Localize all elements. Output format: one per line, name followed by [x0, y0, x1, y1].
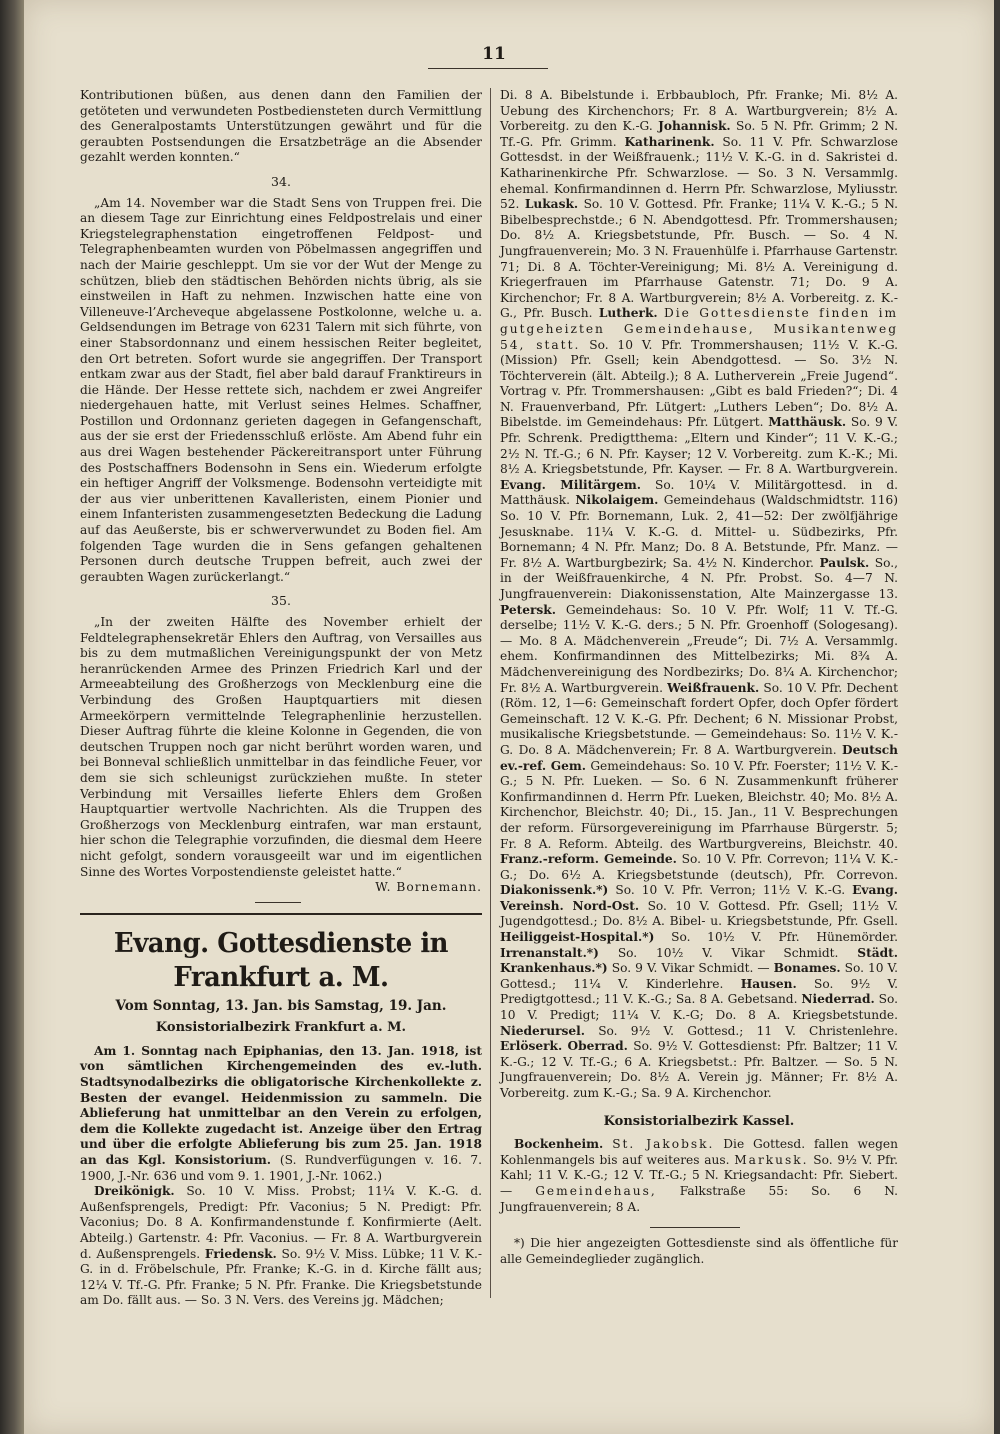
- right-column: [500, 88, 898, 1267]
- notice-reference: (S. Rundverfügungen v. 16. 7. 1900, J.-Nr. 636 und vom 9. 1. 1901, J.-Nr. 1062.): [80, 1153, 483, 1183]
- page-number: 11: [482, 44, 506, 64]
- section-divider-rule: [80, 913, 482, 915]
- listing-continuation: Di. 8 A. Bibelstunde i. Erbbaubloch, Pfr. Franke; Mi. 8½ A. Uebung des Kirchenchors; Fr. 8 A. Wartburgverein; 8½ A. Vorbereitg. zu den K.-G. Johannisk. So. 5 N. Pfr. Grimm; 2 N. Tf.-G. Pfr. Grimm. Katharinenk. So. 11 V. Pfr. Schwarzlose Gottesdst. in der Weißfrauenk.; 11½ V. K.-G. in d. Sakristei d. Katharinenkirche Pfr. Schwarzlose. — So. 3 N. Versammlg. ehemal. Konfirmandinnen d. Herrn Pfr. Schwarzlose, Myliusstr. 52. Lukask. So. 10 V. Gottesd. Pfr. Franke; 11¼ V. K.-G.; 5 N. Bibelbesprechstde.; 6 N. Abendgottesd. Pfr. Trommershausen; Do. 8½ A. Kriegsbetstunde, Pfr. Busch. — So. 4 N. Jungfrauenverein; Mo. 3 N. Frauenhülfe i. Pfarrhause Gartenstr. 71; Di. 8 A. Töchter-Vereinigung; Mi. 8½ A. Vereinigung d. Kriegerfrauen im Pfarrhause Gatenstr. 71; Do. 9 A. Kirchenchor; Fr. 8 A. Wartburgverein; 8½ A. Vorbereitg. z. K.-G., Pfr. Busch. Lutherk. Die Gottesdienste finden im gutgeheizten Gemeindehause, Musikantenweg 54, statt. So. 10 V. Pfr. Trommershausen; 11½ V. K.-G. (Mission) Pfr. Gsell; kein Abendgottesd. — So. 3½ N. Töchterverein (ält. Abteilg.); 8 A. Lutherverein „Freie Jugend“. Vortrag v. Pfr. Trommershausen: „Gibt es bald Frieden?“; Di. 4 N. Frauenverband, Pfr. Lütgert: „Luthers Leben“; Do. 8½ A. Bibelstde. im Gemeindehaus: Pfr. Lütgert. Matthäusk. So. 9 V. Pfr. Schrenk. Predigtthema: „Eltern und Kinder“; 11 V. K.-G.; 2½ N. Tf.-G.; 6 N. Pfr. Kayser; 12 V. Vorbereitg. zum K.-K.; Mi. 8½ A. Kriegsbetstunde, Pfr. Kayser. — Fr. 8 A. Wartburgverein. Evang. Militärgem. So. 10¼ V. Militärgottesd. in d. Matthäusk. Nikolaigem. Gemeindehaus (Waldschmidtstr. 116) So. 10 V. Pfr. Bornemann, Luk. 2, 41—52: Der zwölfjährige Jesusknabe. 11¼ V. K.-G. d. Mittel- u. Südbezirks, Pfr. Bornemann; 4 N. Pfr. Manz; Do. 8 A. Betstunde, Pfr. Manz. — Fr. 8½ A. Wartburgbezirk; Sa. 4½ N. Kinderchor. Paulsk. So., in der Weißfrauenkirche, 4 N. Pfr. Probst. So. 4—7 N. Jungfrauenverein: Diakonissenstation, Alte Mainzergasse 13. Petersk. Gemeindehaus: So. 10 V. Pfr. Wolf; 11 V. Tf.-G. derselbe; 11½ V. K.-G. ders.; 5 N. Pfr. Groenhoff (Sologesang). — Mo. 8 A. Mädchenverein „Freude“; Di. 7½ A. Versammlg. ehem. Konfirmandinnen des Mittelbezirks; Mi. 8¾ A. Mädchenvereinigung des Nordbezirks; Do. 8¼ A. Kirchenchor; Fr. 8½ A. Wartburgverein. Weißfrauenk. So. 10 V. Pfr. Dechent (Röm. 12, 1—6: Gemeinschaft fordert Opfer, doch Opfer fördert Gemeinschaft. 12 V. K.-G. Pfr. Dechent; 6 N. Missionar Probst, musikalische Kriegsbetstunde. — Gemeindehaus: So. 11½ V. K.-G. Do. 8 A. Mädchenverein; Fr. 8 A. Wartburgverein. Deutsch ev.-ref. Gem. Gemeindehaus: So. 10 V. Pfr. Foerster; 11½ V. K.-G.; 5 N. Pfr. Lueken. — So. 6 N. Zusammenkunft früherer Konfirmandinnen d. Herrn Pfr. Lueken, Bleichstr. 40; Mo. 8½ A. Kirchenchor, Bleichstr. 40; Di., 15. Jan., 11 V. Besprechungen der reform. Fürsorgevereinigung im Pfarrhause Bürgerstr. 5; Fr. 8 A. Reform. Abteilg. des Wartburgvereins, Bleichstr. 40. Franz.-reform. Gemeinde. So. 10 V. Pfr. Correvon; 11¼ V. K.-G.; Do. 6½ A. Kriegsbetstunde (deutsch), Pfr. Correvon. Diakonissenk.*) So. 10 V. Pfr. Verron; 11½ V. K.-G. Evang. Vereinsh. Nord-Ost. So. 10 V. Gottesd. Pfr. Gsell; 11½ V. Jugendgottesd.; Do. 8½ A. Bibel- u. Kriegsbetstunde, Pfr. Gsell. Heiliggeist-Hospital.*) So. 10½ V. Pfr. Hünemörder. Irrenanstalt.*) So. 10½ V. Vikar Schmidt. Städt. Krankenhaus.*) So. 9 V. Vikar Schmidt. — Bonames. So. 10 V. Gottesd.; 11¼ V. Kinderlehre. Hausen. So. 9½ V. Predigtgottesd.; 11 V. K.-G.; Sa. 8 A. Gebetsand. Niederrad. So. 10 V. Predigt; 11¼ V. K.-G; Do. 8 A. Kriegsbetstunde. Niederursel. So. 9½ V. Gottesd.; 11 V. Christenlehre. Erlöserk. Oberrad. So. 9½ V. Gottesdienst: Pfr. Baltzer; 11 V. K.-G.; 12 V. Tf.-G.; 6 A. Kriegsbetst.: Pfr. Baltzer. — So. 5 N. Jungfrauenverein; Do. 8½ A. Verein jg. Männer; Fr. 8½ A. Vorbereitg. zum K.-G.; Sa. 9 A. Kirchenchor.: [500, 88, 899, 1100]
- section-34-number: 34.: [271, 173, 291, 189]
- footnote: *) Die hier angezeigten Gottesdienste sind als öffentliche für alle Gemeindeglieder zugänglich.: [500, 1236, 898, 1266]
- intro-paragraph: Kontributionen büßen, aus denen dann den Familien der getöteten und verwundeten Postbediensteten durch Vermittlung des Generalpostamts Unterstützungen gewährt und für die geraubten Postsendungen die Ersatzbeträge an die Absender gezahlt werden konnten.“: [80, 88, 482, 165]
- frankfurt-district-heading: Konsistorialbezirk Frankfurt a. M.: [155, 1020, 407, 1036]
- book-spine-edge: [0, 0, 24, 1434]
- section-35-number: 35.: [271, 593, 291, 609]
- article-signature: W. Bornemann.: [375, 880, 482, 895]
- column-divider: [490, 88, 491, 1298]
- left-column: [80, 88, 482, 1309]
- page-number-rule: [428, 68, 548, 69]
- collection-notice: Am 1. Sonntag nach Epiphanias, den 13. Jan. 1918, ist von sämtlichen Kirchengemeinden des ev.-luth. Stadtsynodalbezirks die obligatorische Kirchenkollekte z. Besten der evangel. Heidenmission zu sammeln. Die Ablieferung hat unmittelbar an den Verein zu erfolgen, dem die Kollekte zugedacht ist. Anzeige über den Ertrag und über die erfolgte Ablieferung bis zum 25. Jan. 1918 an das Kgl. Konsistorium. (S. Rundverfügungen v. 16. 7. 1900, J.-Nr. 636 und vom 9. 1. 1901, J.-Nr. 1062.): [80, 1043, 483, 1183]
- article-end-rule: [255, 902, 301, 903]
- kassel-district-heading: Konsistorialbezirk Kassel.: [603, 1113, 795, 1129]
- services-dateline: Vom Sonntag, 13. Jan. bis Samstag, 19. Jan.: [115, 997, 447, 1014]
- listing-dreikoenigk: Dreikönigk. So. 10 V. Miss. Probst; 11¼ V. K.-G. d. Außenfsprengels, Predigt: Pfr. Vaconius; 5 N. Predigt: Pfr. Vaconius; Do. 8 A. Konfirmandenstunde f. Konfirmierte (Aelt. Abteilg.) Gartenstr. 4: Pfr. Vaconius. — Fr. 8 A. Wartburgverein d. Außensprengels. Friedensk. So. 9½ V. Miss. Lübke; 11 V. K.-G. in d. Fröbelschule, Pfr. Franke; K.-G. in d. Kirche fällt aus; 12¼ V. Tf.-G. Pfr. Franke; 5 N. Pfr. Franke. Die Kriegsbetstunde am Do. fällt aus. — So. 3 N. Vers. des Vereins jg. Mädchen;: [80, 1184, 483, 1308]
- section-35-text: „In der zweiten Hälfte des November erhielt der Feldtelegraphensekretär Ehlers den Auftrag, von Versailles aus bis zu dem mutmaßlichen Vereinigungspunkt der von Metz heranrückenden Armee des Prinzen Friedrich Karl und der Armeeabteilung des Großherzogs von Mecklenburg eine die Verbindung des Großen Hauptquartiers mit diesen Armeekörpern vermittelnde Telegraphenlinie herzustellen. Dieser Auftrag führte die kleine Kolonne in Gegenden, die von deutschen Truppen noch gar nicht berührt worden waren, und bei Bonneval schließlich unmittelbar in das feindliche Feuer, vor dem sie sich schleunigst zurückziehen mußte. In steter Verbindung mit Versailles lieferte Ehlers dem Großen Hauptquartier wertvolle Nachrichten. Als die Truppen des Großherzogs von Mecklenburg eintrafen, war man erstaunt, hier schon die Telegraphie vorzufinden, die diesmal dem Heere nicht gefolgt, sondern vorausgeeilt war und im eigentlichen Sinne des Wortes Vorpostendienste geleistet hatte.“: [80, 615, 482, 879]
- services-headline: Evang. Gottesdienste in Frankfurt a. M.: [113, 927, 449, 993]
- newspaper-page: [24, 0, 994, 1434]
- listing-bockenheim: Bockenheim. St. Jakobsk. Die Gottesd. fallen wegen Kohlenmangels bis auf weiteres aus. Markusk. So. 9½ V. Pfr. Kahl; 11 V. K.-G.; 12 V. Tf.-G.; 5 N. Kriegsandacht: Pfr. Siebert. — Gemeindehaus, Falkstraße 55: So. 6 N. Jungfrauenverein; 8 A.: [500, 1137, 898, 1214]
- section-34-text: „Am 14. November war die Stadt Sens von Truppen frei. Die an diesem Tage zur Einrichtung eines Feldpostrelais und einer Kriegstelegraphenstation eingetroffenen Feldpost- und Telegraphenbeamten wurden von Pöbelmassen angegriffen und nach der Mairie geschleppt. Um sie vor der Wut der Menge zu schützen, blieb den städtischen Behörden nichts übrig, als sie einstweilen in Haft zu nehmen. Inzwischen hatte eine von Villeneuve-l’Archeveque abgelassene Postkolonne, welche u. a. Geldsendungen im Betrage von 6231 Talern mit sich führte, von einer Stabsordonnanz und einem hessischen Reiter begleitet, den Ort betreten. Sofort wurde sie angegriffen. Der Transport entkam zwar aus der Stadt, fiel aber bald darauf Franktireurs in die Hände. Der Hesse rettete sich, nachdem er zwei Angreifer niedergehauen hatte, mit Verlust seines Helmes. Schaffner, Postillon und Ordonnanz gerieten dagegen in Gefangenschaft, aus der sie erst der Friedensschluß erlöste. Am Abend fuhr ein aus drei Wagen bestehender Päckereitransport unter Führung des Postschaffners Bodensohn in Sens ein. Wiederum erfolgte ein heftiger Angriff der Volksmenge. Bodensohn verteidigte mit der aus vier unberittenen Kavalleristen, einem Pionier und einem Infanteristen zusammengesetzten Bedeckung die Ladung auf das Aeußerste, bis er schwerverwundet zu Boden fiel. Am folgenden Tage wurden die in Sens gefangen gehaltenen Personen durch deutsche Truppen befreit, auch zwei der geraubten Wagen zurückerlangt.“: [80, 195, 482, 584]
- footnote-rule: [650, 1227, 740, 1228]
